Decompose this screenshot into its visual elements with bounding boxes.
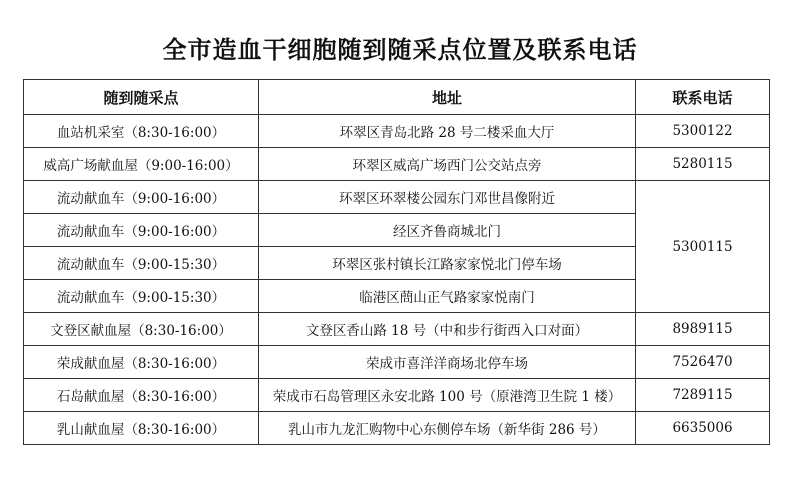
cell-address: 环翠区环翠楼公园东门邓世昌像附近 — [259, 181, 636, 214]
cell-point: 乳山献血屋（8:30-16:00） — [24, 412, 259, 445]
table-row — [24, 379, 770, 412]
cell-address: 环翠区青岛北路 28 号二楼采血大厅 — [259, 115, 636, 148]
cell-point: 流动献血车（9:00-16:00） — [24, 181, 259, 214]
cell-phone: 7526470 — [636, 346, 770, 379]
page-title: 全市造血干细胞随到随采点位置及联系电话 — [162, 36, 638, 64]
collection-points-table — [23, 79, 770, 445]
table-row — [24, 181, 770, 214]
cell-point: 流动献血车（9:00-15:30） — [24, 280, 259, 313]
cell-phone: 8989115 — [636, 313, 770, 346]
cell-phone: 6635006 — [636, 412, 770, 445]
cell-point: 石岛献血屋（8:30-16:00） — [24, 379, 259, 412]
table-row — [24, 346, 770, 379]
header-phone: 联系电话 — [636, 80, 770, 115]
cell-point: 荣成献血屋（8:30-16:00） — [24, 346, 259, 379]
header-address: 地址 — [259, 80, 636, 115]
cell-address: 荣成市喜洋洋商场北停车场 — [259, 346, 636, 379]
cell-point: 血站机采室（8:30-16:00） — [24, 115, 259, 148]
cell-point: 流动献血车（9:00-16:00） — [24, 214, 259, 247]
cell-phone: 5300122 — [636, 115, 770, 148]
table-row — [24, 313, 770, 346]
cell-point: 流动献血车（9:00-15:30） — [24, 247, 259, 280]
cell-point: 威高广场献血屋（9:00-16:00） — [24, 148, 259, 181]
cell-address: 经区齐鲁商城北门 — [259, 214, 636, 247]
table-row — [24, 412, 770, 445]
cell-address: 荣成市石岛管理区永安北路 100 号（原港湾卫生院 1 楼） — [259, 379, 636, 412]
cell-point: 文登区献血屋（8:30-16:00） — [24, 313, 259, 346]
cell-phone: 5280115 — [636, 148, 770, 181]
cell-address: 文登区香山路 18 号（中和步行街西入口对面） — [259, 313, 636, 346]
table-row — [24, 148, 770, 181]
cell-address: 环翠区张村镇长江路家家悦北门停车场 — [259, 247, 636, 280]
table-row — [24, 115, 770, 148]
cell-address: 环翠区威高广场西门公交站点旁 — [259, 148, 636, 181]
header-point: 随到随采点 — [24, 80, 259, 115]
table-header-row — [24, 80, 770, 115]
cell-address: 临港区蔄山正气路家家悦南门 — [259, 280, 636, 313]
cell-phone: 7289115 — [636, 379, 770, 412]
cell-phone-merged: 5300115 — [636, 181, 770, 313]
cell-address: 乳山市九龙汇购物中心东侧停车场（新华街 286 号） — [259, 412, 636, 445]
